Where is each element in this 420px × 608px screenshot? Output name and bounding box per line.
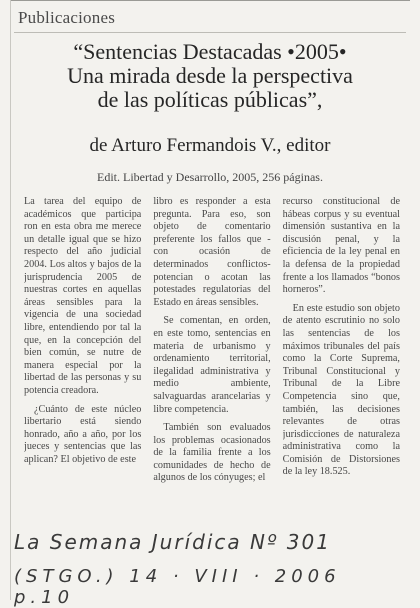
headline-line: Una mirada desde la perspectiva <box>67 63 353 88</box>
paragraph: La tarea del equipo de académicos que participa ron en esta obra me merece un detalle igual que se hizo respecto del año judicial 2004. Los altos y bajos de la jurisprudencia 2005 de nuestras cortes en aquellas áreas sensibles para la vigencia de una sociedad libre, entendiendo por tal la que, en la concepción del bien común, se nutre de manera especial por la libertad de las personas y su potencia creadora. <box>24 196 142 396</box>
paragraph: recurso constitucional de hábeas corpus y su eventual dimensión sustantiva en la discusión penal, y la eficiencia de la ley penal en la defensa de la propiedad frente a los llamados “bonos horneros”. <box>282 196 400 296</box>
top-border <box>10 0 410 1</box>
handwritten-date: (STGO.) 14 · VIII · 2006 p.10 <box>14 566 341 608</box>
handwritten-source: La Semana Jurídica Nº 301 <box>14 530 331 554</box>
publication-info: Edit. Libertad y Desarrollo, 2005, 256 páginas. <box>97 170 323 184</box>
paragraph: Se comentan, en orden, en este tomo, sentencias en materia de urbanismo y ordenamiento territorial, ilegalidad administrativa y medio ambiente, salvaguardas arancelarias y libre competencia. <box>153 315 271 415</box>
headline-line: “Sentencias Destacadas •2005• <box>73 39 347 64</box>
section-divider <box>14 32 406 33</box>
left-border <box>10 0 11 600</box>
article-body <box>24 196 400 516</box>
body-column-1 <box>24 196 141 516</box>
body-column-2 <box>153 196 270 516</box>
article-headline <box>14 40 406 112</box>
paragraph: ¿Cuánto de este núcleo libertario está siendo honrado, año a año, por los jueces y sentencias que las aplican? El objetivo de este <box>24 403 142 465</box>
section-label: Publicaciones <box>18 8 116 27</box>
headline-line: de las políticas públicas”, <box>97 87 323 112</box>
paragraph: En este estudio son objeto de atento escrutinio no solo las sentencias de los máximos tribunales del país como la Corte Suprema, Tribunal Constitucional y Tribunal de la Libre Competencia sino que, también, las decisiones relevantes de otras jurisdicciones de naturaleza administrativa como la Comisión de Distorsiones de la ley 18.525. <box>282 302 400 478</box>
paragraph: libro es responder a esta pregunta. Para eso, son objeto de comentario preferente los fallos que -con ocasión de determinados conflictos- potencian o acotan las potestades regulatorias del Estado en áreas sensibles. <box>153 196 271 308</box>
paragraph: También son evaluados los problemas ocasionados de la familia frente a los comunidades de hecho de algunos de los cónyuges; el <box>153 422 271 484</box>
body-column-3 <box>283 196 400 516</box>
article-byline: de Arturo Fermandois V., editor <box>89 135 331 156</box>
